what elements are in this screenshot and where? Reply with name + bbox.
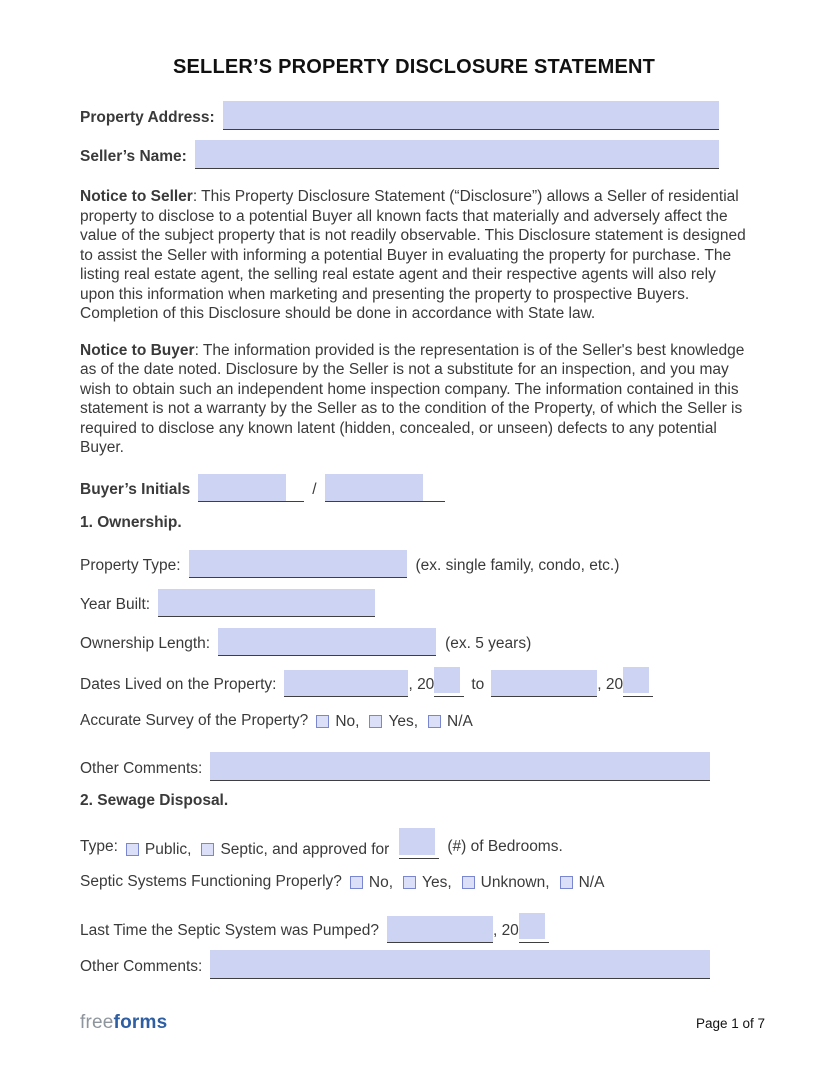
- septic-question-label: Septic Systems Functioning Properly?: [80, 872, 342, 890]
- date-from-field[interactable]: [284, 670, 408, 697]
- septic-no-label: No,: [368, 874, 394, 891]
- septic-unknown-label: Unknown,: [480, 874, 550, 891]
- sewage-option-public: [126, 840, 192, 859]
- field-highlight: [519, 913, 545, 939]
- section-sewage-heading: 2. Sewage Disposal.: [80, 791, 229, 809]
- date-to-field[interactable]: [491, 670, 597, 697]
- date-from-year-prefix: , 20: [408, 675, 435, 693]
- year-built-label: Year Built:: [80, 595, 151, 613]
- field-highlight: [325, 474, 423, 501]
- survey-no-checkbox[interactable]: [316, 715, 329, 728]
- field-highlight: [223, 101, 719, 129]
- ownership-other-comments-field[interactable]: [210, 752, 710, 781]
- sewage-septic-label: Septic, and approved for: [220, 840, 390, 858]
- septic-pumped-field[interactable]: [387, 916, 493, 943]
- survey-na-label: N/A: [447, 713, 473, 730]
- buyers-initials-row: [80, 474, 748, 502]
- survey-option-na: [428, 712, 473, 731]
- notice-to-seller-label: Notice to Seller: [80, 188, 193, 205]
- sewage-other-comments-field[interactable]: [210, 950, 710, 979]
- brand-free-text: free: [80, 1012, 114, 1033]
- survey-yes-checkbox[interactable]: [369, 715, 382, 728]
- footer: [80, 1012, 765, 1034]
- property-type-field[interactable]: [189, 550, 407, 578]
- initials-separator: /: [312, 480, 317, 498]
- field-highlight: [198, 474, 286, 501]
- property-address-row: [80, 101, 748, 130]
- notice-to-buyer-paragraph: [80, 341, 748, 458]
- field-highlight: [284, 670, 408, 696]
- notice-to-seller-text: : This Property Disclosure Statement (“Disclosure”) allows a Seller of residential property to disclose to a potential Buyer all known facts that materially and adversely affect the value of the subject property that is not readily observable. This Disclosure statement is designed to assist the Seller with informing a potential Buyer in evaluating the property for purchase. The listing real estate agent, the selling real estate agent and their respective agents will also rely upon this information when marketing and presenting the property to prospective Buyers. Completion of this Disclosure should be done in accordance with State law.: [80, 188, 746, 322]
- septic-pumped-year-field[interactable]: [519, 913, 549, 943]
- date-from-year-field[interactable]: [434, 667, 464, 697]
- notice-to-seller-paragraph: [80, 187, 748, 324]
- field-highlight: [210, 752, 710, 780]
- sewage-option-septic: [201, 840, 389, 859]
- sewage-public-checkbox[interactable]: [126, 843, 139, 856]
- notice-to-buyer-text: : The information provided is the representation is of the Seller's best knowledge as of the date noted. Disclosure by the Seller is not a substitute for an inspection, and you may wish to obtain such an independent home inspection company. The information contained in this statement is not a warranty by the Seller as to the condition of the Property, of which the Seller is required to disclose any known latent (hidden, concealed, or unseen) defects to any potential Buyer.: [80, 341, 745, 456]
- sewage-other-comments-row: [80, 950, 748, 979]
- ownership-length-row: [80, 628, 748, 656]
- field-highlight: [399, 828, 435, 855]
- ownership-length-field[interactable]: [218, 628, 436, 656]
- septic-unknown-checkbox[interactable]: [462, 876, 475, 889]
- brand-forms-text: forms: [113, 1012, 168, 1033]
- bedrooms-suffix: (#) of Bedrooms.: [447, 837, 563, 855]
- sewage-type-row: [80, 828, 748, 859]
- property-type-row: [80, 550, 748, 578]
- ownership-other-comments-label: Other Comments:: [80, 759, 203, 777]
- survey-na-checkbox[interactable]: [428, 715, 441, 728]
- septic-question-row: [80, 872, 748, 894]
- property-address-label: Property Address:: [80, 109, 215, 126]
- septic-option-na: [560, 873, 605, 892]
- septic-pumped-year-prefix: , 20: [492, 921, 519, 939]
- septic-option-unknown: [462, 873, 550, 892]
- field-highlight: [434, 667, 460, 693]
- page-indicator: Page 1 of 7: [695, 1015, 765, 1031]
- septic-option-yes: [403, 873, 452, 892]
- freeforms-logo[interactable]: [80, 1012, 167, 1034]
- septic-pumped-row: [80, 913, 748, 943]
- field-highlight: [491, 670, 597, 696]
- notice-to-buyer-label: Notice to Buyer: [80, 341, 195, 359]
- field-highlight: [623, 667, 649, 693]
- field-highlight: [189, 550, 407, 577]
- sewage-type-label: Type:: [80, 837, 118, 855]
- field-highlight: [218, 628, 436, 655]
- field-highlight: [210, 950, 710, 978]
- survey-option-yes: [369, 712, 418, 731]
- property-type-label: Property Type:: [80, 556, 181, 574]
- sewage-septic-checkbox[interactable]: [201, 843, 214, 856]
- sewage-other-comments-label: Other Comments:: [80, 957, 203, 975]
- sellers-name-row: [80, 140, 748, 169]
- septic-pumped-label: Last Time the Septic System was Pumped?: [80, 921, 379, 939]
- property-type-hint: (ex. single family, condo, etc.): [415, 556, 620, 574]
- ownership-other-comments-row: [80, 752, 748, 781]
- survey-question-label: Accurate Survey of the Property?: [80, 711, 309, 729]
- section-ownership-heading: 1. Ownership.: [80, 513, 182, 531]
- field-highlight: [195, 140, 719, 168]
- year-built-field[interactable]: [158, 589, 375, 617]
- bedrooms-count-field[interactable]: [399, 828, 439, 859]
- dates-lived-row: [80, 667, 748, 697]
- sellers-name-field[interactable]: [195, 140, 719, 169]
- date-range-to: to: [471, 675, 485, 693]
- date-to-year-prefix: , 20: [597, 675, 624, 693]
- date-to-year-field[interactable]: [623, 667, 653, 697]
- property-address-field[interactable]: [223, 101, 719, 130]
- year-built-row: [80, 589, 748, 617]
- septic-no-checkbox[interactable]: [350, 876, 363, 889]
- survey-no-label: No,: [335, 713, 360, 730]
- survey-option-no: [316, 712, 359, 731]
- septic-na-checkbox[interactable]: [560, 876, 573, 889]
- survey-yes-label: Yes,: [388, 713, 419, 730]
- septic-na-label: N/A: [578, 874, 605, 891]
- ownership-length-label: Ownership Length:: [80, 634, 211, 652]
- ownership-length-hint: (ex. 5 years): [445, 634, 532, 652]
- buyers-initials-field-2[interactable]: [325, 474, 445, 502]
- sellers-name-label: Seller’s Name:: [80, 148, 187, 165]
- buyers-initials-label: Buyer’s Initials: [80, 480, 191, 498]
- septic-yes-checkbox[interactable]: [403, 876, 416, 889]
- field-highlight: [387, 916, 493, 942]
- dates-lived-label: Dates Lived on the Property:: [80, 675, 277, 693]
- field-highlight: [158, 589, 375, 616]
- septic-option-no: [350, 873, 393, 892]
- survey-question-row: [80, 711, 748, 733]
- septic-yes-label: Yes,: [422, 874, 452, 891]
- page-title: SELLER’S PROPERTY DISCLOSURE STATEMENT: [172, 56, 656, 78]
- buyers-initials-field-1[interactable]: [198, 474, 304, 502]
- sewage-public-label: Public,: [144, 840, 192, 858]
